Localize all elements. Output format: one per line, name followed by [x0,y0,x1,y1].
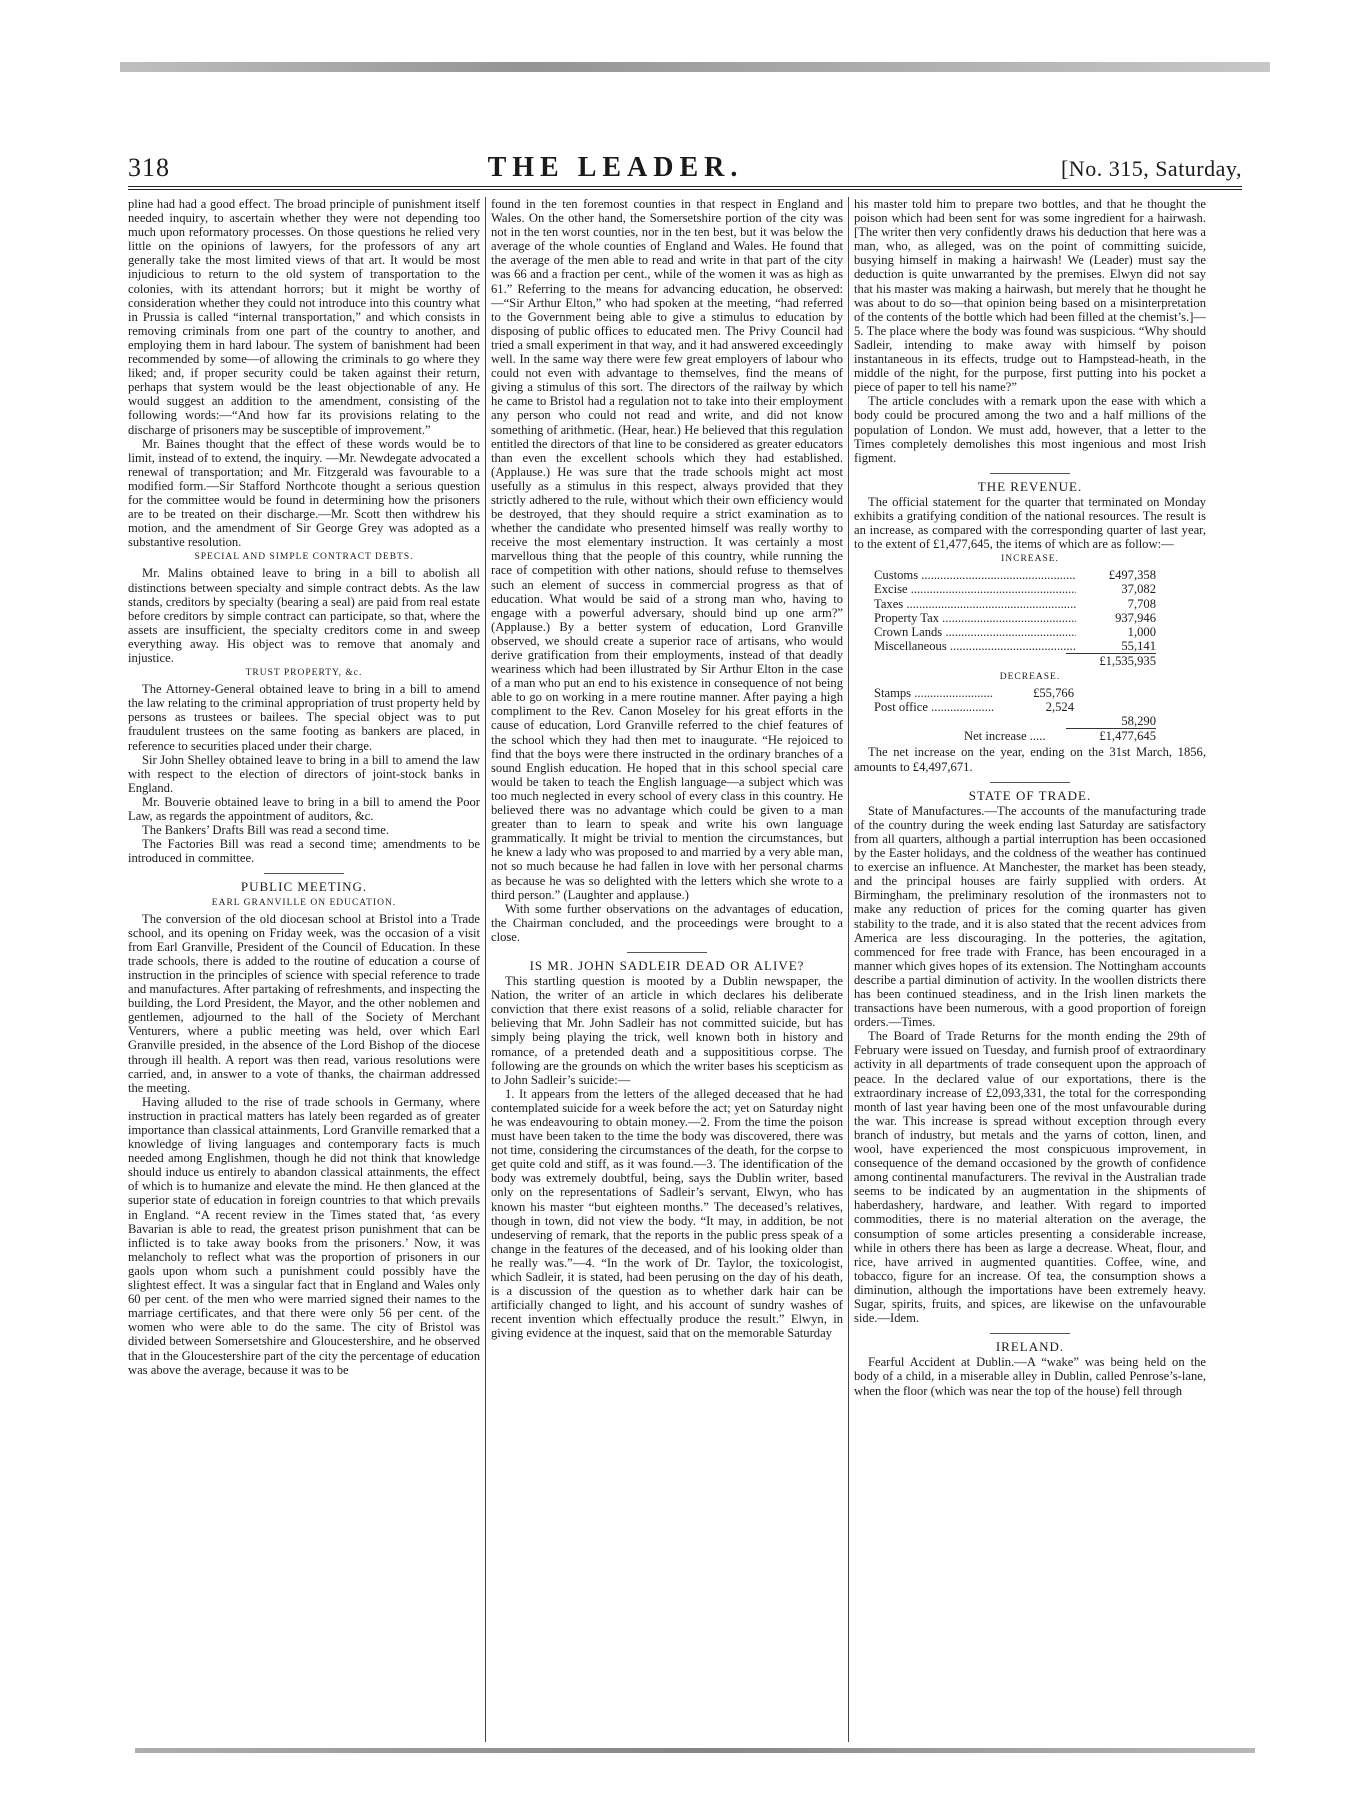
row-label: Property Tax ..... [874,611,1076,625]
paragraph: found in the ten foremost counties in that respect in England and Wales. On the other hand, the Somersetshire portion of the city was not in the ten worst counties, nor in the ten best, but it was below the average of the whole counties of England and Wales. He found that the average of the men able to read and write in that part of the city was 66 and a fraction per cent., while of the women it was as high as 61.” Referring to the means for advancing education, he observed:—“Sir Arthur Elton,” who had spoken at the meeting, “had referred to the Government being able to give a stimulus to education by disposing of public offices to educated men. The Privy Council had tried a small experiment in that way, and it had answered exceedingly well. In the same way there were few great employers of labour who could not even with advantage to themselves, find the means of giving a stimulus of this sort. The directors of the railway by which he came to Bristol had a regulation not to take into their employment any person who could not read and write, and did not know something of arithmetic. (Hear, hear.) He believed that this regulation entitled the directors of that line to be considered as greater educators than even the excellent schools which they had established. (Applause.) He was sure that the trade schools might act most usefully as a stimulus in this respect, always provided that they strictly adhered to the rule, without which their own efficiency would be destroyed, that they should require a strict examination as to whether the candidate who presented himself was really worthy to receive the most elementary instruction. It was certainly a most marvellous thing that the people of this country, while running the race of competition with other nations, should refuse to themselves such an element of success in commercial progress as that of education. What would be said of a strong man who, having to engage with a powerful adversary, should bind up one arm?” (Applause.) By a better system of education, Lord Granville observed, we should create a superior race of artisans, who would derive gratification from their employments, instead of that deadly weariness which had been illustrated by Sir Arthur Elton in the case of a man who put an end to his existence in consequence of not being able to go on working in a mere routine manner. After paying a high compliment to the Rev. Canon Moseley for his great efforts in the cause of education, Lord Granville referred to the chief features of the school which they had then met to inaugurate. “He rejoiced to find that the boys were there instructed in the ordinary branches of a sound English education. He hoped that in this school special care would be taken to teach the English language—a subject which was too much neglected in every school of every class in this country. He believed there was no advantage which could be given to a man greater than to learn to speak and write his own language grammatically. It might be trivial to mention the circumstances, but he knew a lady who was proposed to and married by a very able man, not so much because he had fallen in love with her personal charms as because he was so delighted with the letters which she wrote to a third person.” (Laughter and applause.) [491,197,843,902]
column-rule [848,197,849,1742]
paragraph: pline had had a good effect. The broad principle of punishment itself needed inquiry, to ascertain whether they were not depending too much upon reformatory processes. On those questions he relied very little on the opinions of lawyers, for the professors of any art generally take the most limited views of that art. It would be most injudicious to return to the old system of transportation to the colonies, with its attendant horrors; but it might be worthy of consideration whether they could not introduce into this country what in Prussia is called “internal transportation,” and which consists in removing criminals from one part of the country to another, and employing them in hard labour. The system of banishment had been recommended by some—of allowing the criminals to go where they liked; and, if proper security could be taken against their return, perhaps that system would be the least objectionable of any. He would suggest an addition to the amendment, consisting of the following words:—“And how far its provisions relating to the discharge of prisoners may be susceptible of improvement.” [128,197,480,437]
net-amount: £1,477,645 [1099,729,1156,744]
table-row [874,611,1156,625]
table-row [874,639,1156,653]
row-label: Customs ..... [874,568,1076,582]
section-heading: PUBLIC MEETING. [240,879,368,895]
table-row [874,700,1074,714]
subheading: EARL GRANVILLE ON EDUCATION. [211,897,397,908]
paragraph: The Attorney-General obtained leave to bring in a bill to amend the law relating to the criminal appropriation of trust property held by persons as trustees or bailees. The special object was to put fraudulent trustees on the same footing as bankers are placed, in reference to securities placed under their charge. [128,682,480,753]
row-amount: £55,766 [1033,686,1074,701]
net-label: Net increase ..... [874,729,1046,743]
paragraph: The article concludes with a remark upon the ease with which a body could be procured among the two and a half millions of the population of London. We must add, however, that a letter to the Times completely demolishes this most ingenious and most Irish figment. [854,394,1206,465]
paragraph: The Board of Trade Returns for the month ending the 29th of February were issued on Tuesday, and furnish proof of extraordinary activity in all departments of trade consequent upon the approach of peace. In the declared value of our exportations, there is the extraordinary increase of £2,093,331, the total for the corresponding month of last year having been one of the most unfavourable during the war. This increase is spread without exception through every branch of industry, but metals and the yarns of cotton, linen, and wool, have experienced the most conspicuous improvement, in consequence of the demand occasioned by the growth of confidence among continental manufacturers. The revival in the Australian trade seems to be indicated by an augmentation in the shipments of haberdashery, hardware, and leather. With regard to imported commodities, there is no material alteration on the average, the consumption of some articles presenting a considerable increase, while in others there has been as large a decrease. Wheat, flour, and rice, have arrived in augmented quantities. Coffee, wine, and tobacco, figure for an increase. Of tea, the consumption shows a diminution, although the importations have been extremely heavy. Sugar, spirits, fruits, and spices, are likewise on the unfavourable side.—Idem. [854,1029,1206,1326]
subheading: SPECIAL AND SIMPLE CONTRACT DEBTS. [194,552,414,563]
decrease-total: 58,290 [1121,714,1156,729]
paragraph: Mr. Malins obtained leave to bring in a bill to abolish all distinctions between specialty and simple contract debts. As the law stands, creditors by specialty (bearing a seal) are paid from real estate before creditors by simple contract can participate, so that, where the assets are insufficient, the specialty creditors come in and sweep everything away. His object was to remove that anomaly and injustice. [128,566,480,665]
table-row [874,597,1156,611]
table-row [874,686,1074,700]
section-divider [990,473,1070,474]
table-total-row [874,714,1156,728]
row-amount: 7,708 [1127,596,1156,611]
paragraph: The official statement for the quarter that terminated on Monday exhibits a gratifying condition of the national resources. The result is an increase, as compared with the corresponding quarter of last year, to the extent of £1,477,645, the items of which are as follow:— [854,494,1206,552]
paragraph: Fearful Accident at Dublin.—A “wake” was being held on the body of a child, in a miserable alley in Dublin, called Penrose’s-lane, when the floor (which was near the top of the house) fell through [854,1355,1206,1398]
section-heading: IS MR. JOHN SADLEIR DEAD OR ALIVE? [529,957,805,973]
section-divider [627,952,707,953]
row-label: Miscellaneous ..... [874,639,1076,653]
table-row [874,568,1156,582]
increase-total: £1,535,935 [1099,653,1156,668]
scan-edge-bottom [135,1748,1255,1753]
table-row [874,582,1156,596]
row-label: Post office ..... [874,700,994,714]
table-heading: DECREASE. [999,672,1061,682]
masthead-title: THE LEADER. [487,152,744,183]
paragraph: With some further observations on the advantages of education, the Chairman concluded, and the proceedings were brought to a close. [491,901,843,944]
paragraph: The Factories Bill was read a second time; amendments to be introduced in committee. [128,837,480,866]
section-heading: IRELAND. [995,1339,1065,1355]
row-amount: 1,000 [1127,624,1156,639]
paragraph: This startling question is mooted by a Dublin newspaper, the Nation, the writer of an article in which declares his deliberate conviction that there exist reasons of a solid, reliable character for believing that Mr. John Sadleir has not committed suicide, but has simply being playing the trick, well known both in history and romance, of a pretended death and a supposititious corpse. The following are the grounds on which the writer bases his scepticism as to John Sadleir’s suicide:— [491,974,843,1087]
subheading: TRUST PROPERTY, &c. [245,668,363,679]
paragraph: Mr. Bouverie obtained leave to bring in a bill to amend the Poor Law, as regards the appointment of auditors, &c. [128,794,480,824]
section-divider [264,873,344,874]
row-label: Excise ..... [874,582,1076,596]
column-2 [491,197,843,1742]
paragraph: State of Manufactures.—The accounts of the manufacturing trade of the country during the week ending last Saturday are satisfactory from all quarters, although a partial interruption has been occasioned by the Easter holidays, and the coldness of the weather has continued to exercise an influence. At Manchester, the market has been steady, and the principal houses are fairly supplied with orders. At Birmingham, the preliminary resolution of the ironmasters not to make any reduction of prices for the coming quarter has given stability to the trade, and it is also stated that the recent advices from America are less discouraging. In the potteries, the agitation, commenced for free trade with France, has been encouraged in a manner which gives hopes of its extension. The Nottingham accounts describe a partial diminution of activity. In the woollen districts there has been continued steadiness, and in the Irish linen markets the transactions have been numerous, with a good proportion of foreign orders.—Times. [854,803,1206,1030]
paragraph: The net increase on the year, ending on the 31st March, 1856, amounts to £4,497,671. [854,745,1206,774]
row-label: Taxes ..... [874,597,1076,611]
paragraph: 1. It appears from the letters of the alleged deceased that he had contemplated suicide for a week before the act; yet on Saturday night he was endeavouring to obtain money.—2. From the time the poison must have been taken to the time the body was discovered, there was not time, considering the circumstances of the death, for the corpse to get quite cold and stiff, as it was found.—3. The identification of the body was extremely doubtful, being, says the Dublin writer, based only on the representations of Sadleir’s servant, Elwyn, who has known his master “but eighteen months.” The deceased’s relatives, though in town, did not view the body. “It may, in addition, be not undeserving of remark, that the reports in the public press speak of a change in the features of the deceased, and of his looking older than he really was.”—4. “In the work of Dr. Taylor, the toxicologist, which Sadleir, it is stated, had been perusing on the day of his death, is a discussion of the question as to whether dark hair can be artificially changed to light, and his account of sundry washes of recent invention which effectually produce the result.” Elwyn, in giving evidence at the inquest, said that on the memorable Saturday [491,1086,843,1341]
row-amount: 55,141 [1121,638,1156,653]
section-divider [990,782,1070,783]
page-number: 318 [128,153,170,182]
row-amount: £497,358 [1108,568,1156,583]
table-heading: INCREASE. [1001,554,1059,565]
section-heading: THE REVENUE. [977,478,1083,494]
revenue-increase-table [874,568,1156,668]
paragraph: The conversion of the old diocesan school at Bristol into a Trade school, and its opening on Friday week, was the occasion of a visit from Earl Granville, President of the Council of Education. In these trade schools, there is added to the routine of education a course of instruction in the principles of science with special reference to trade and manufactures. After partaking of refreshments, and inspecting the building, the Lord President, the Mayor, and the other noblemen and gentlemen, adjourned to the hall of the Society of Merchant Venturers, where a public meeting was held, over which Earl Granville presided, in the absence of the Lord Bishop of the diocese through ill health. A report was then read, various resolutions were carried, and, in answer to a vote of thanks, the chairman addressed the meeting. [128,911,480,1095]
column-3 [854,197,1206,1742]
row-amount: 2,524 [1045,700,1074,715]
paragraph: Mr. Baines thought that the effect of these words would be to limit, instead of to extend, the inquiry. —Mr. Newdegate advocated a renewal of transportation; and Mr. Fitzgerald was favourable to a modified form.—Sir Stafford Northcote thought a serious question for the committee would be found in determining how the prisoners are to be treated on their discharge.—Mr. Scott then withdrew his motion, and the amendment of Sir George Grey was adopted as a substantive resolution. [128,436,480,550]
section-heading: STATE OF TRADE. [968,787,1092,803]
page-header [128,146,1242,190]
paragraph: his master told him to prepare two bottles, and that he thought the poison which had been sent for was some ingredient for a hairwash. [The writer then very confidently draws his deduction that here was a man, who, as alleged, was on the point of committing suicide, busying himself in making a hairwash! We (Leader) must say the deduction is quite unwarranted by the premises. Elwyn did not say that his master was making a hairwash, but merely that he thought he was about to do so—that opinion being based on a misinterpretation of the contents of the bottle which had been filled at the chemist’s.]—5. The place where the body was found was suspicious. “Why should Sadleir, intending to make away with himself by poison instantaneous in its effects, trudge out to Hampstead-heath, in the middle of the night, for the purpose, first putting into his pocket a piece of paper to tell his name?” [854,197,1206,395]
column-rule [485,197,486,1742]
section-divider [990,1333,1070,1334]
row-amount: 937,946 [1115,610,1156,625]
scan-edge-top [120,62,1270,72]
table-total-row [874,654,1156,668]
row-label: Stamps ..... [874,686,994,700]
issue-info: [No. 315, Saturday, [1060,156,1242,181]
row-label: Crown Lands ..... [874,625,1076,639]
paragraph: Having alluded to the rise of trade schools in Germany, where instruction in practical matters has lately been regarded as of greater importance than classical attainments, Lord Granville remarked that a knowledge of living languages and contemporary facts is much needed among Englishmen, though he did not think that knowledge should induce us entirely to abandon classical attainments, the effect of which is to humanize and elevate the mind. He then glanced at the superior state of education in foreign countries to that which prevails in England. “A recent review in the Times stated that, ‘as every Bavarian is able to read, the greatest prison punishment that can be inflicted is to take away books from the prisoners.’ Now, it was melancholy to reflect what was the proportion of prisoners in our gaols upon whom such a punishment could possibly have the slightest effect. It was a singular fact that in England and Wales only 60 per cent. of the men who were married signed their names to the marriage certificates, and that there were only 56 per cent. of the women who were able to do the same. The city of Bristol was divided between Somersetshire and Gloucestershire, and he observed that in the Gloucestershire part of the city the percentage of education was above the average, because it was to be [128,1094,480,1377]
table-row [874,625,1156,639]
net-row [874,729,1156,743]
revenue-decrease-table [874,686,1156,743]
paragraph: Sir John Shelley obtained leave to bring in a bill to amend the law with respect to the election of directors of joint-stock banks in England. [128,752,480,795]
column-1 [128,197,480,1742]
row-amount: 37,082 [1121,582,1156,597]
paragraph: The Bankers’ Drafts Bill was read a second time. [142,823,390,838]
